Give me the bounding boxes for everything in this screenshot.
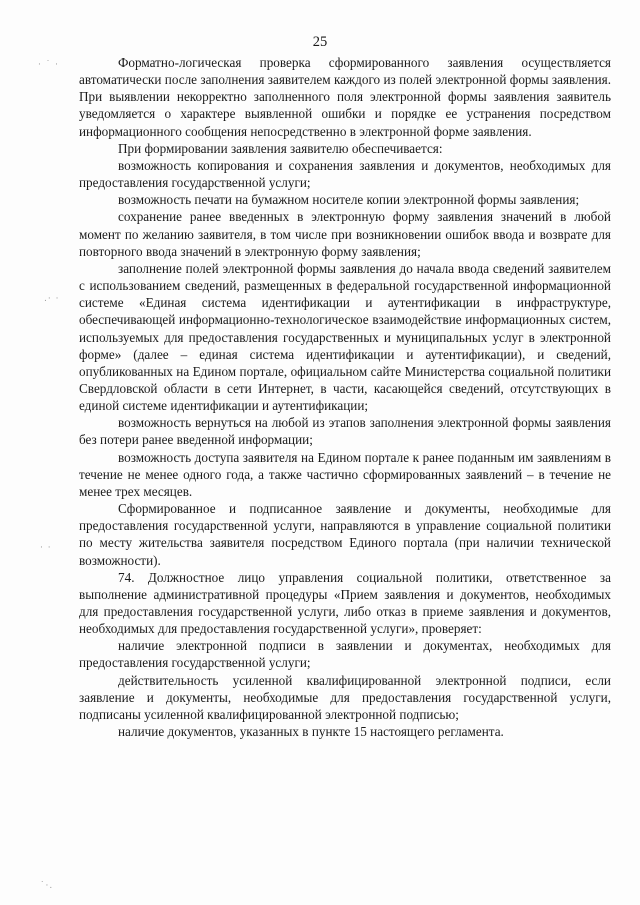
paragraph-check-signature: наличие электронной подписи в заявлении и документах, необходимых для предоставления государственной услуги;	[79, 638, 611, 671]
page-number: 25	[312, 34, 328, 50]
paragraph-check-signature-validity: действительность усиленной квалифицированной электронной подписи, если заявление и документы, необходимые для предоставления государственной услуги, подписаны усиленной квалифицированной электронной подписью;	[79, 672, 611, 722]
paragraph-return-to-step: возможность вернуться на любой из этапов заполнения электронной формы заявления без потери ранее введенной информации;	[79, 415, 611, 448]
paragraph-check-documents: наличие документов, указанных в пункте 15 настоящего регламента.	[118, 724, 504, 740]
paragraph-applicant-provisions-intro: При формировании заявления заявителю обеспечивается:	[118, 140, 443, 156]
paragraph-copy-save: возможность копирования и сохранения заявления и документов, необходимых для предоставления государственной услуги;	[79, 157, 611, 191]
paragraph-autofill-fields: заполнение полей электронной формы заявления до начала ввода сведений заявителем с использованием сведений, размещенных в федеральной государственной информационной системе «Единая система идентификации и аутентификации в инфраструктуре, обеспечивающей информационно-технологическое взаимодействие информационных систем, используемых для предоставления государственных и муниципальных услуг в электронной форме» (далее – единая система идентификации и аутентификации), и сведений, опубликованных на Едином портале, официальном сайте Министерства социальной политики Свердловской области в сети Интернет, в части, касающейся сведений, отсутствующих в единой системе идентификации и аутентификации;	[79, 260, 611, 414]
document-body	[79, 54, 611, 740]
paragraph-access-previous: возможность доступа заявителя на Едином портале к ранее поданным им заявлениям в течение не менее одного года, а также частично сформированных заявлений – в течение не менее трех месяцев.	[79, 449, 611, 499]
scan-artifact-mark: .· ·	[44, 294, 60, 304]
paragraph-submission: Сформированное и подписанное заявление и документы, необходимые для предоставления государственной услуги, направляются в управление социальной политики по месту жительства заявителя посредством Единого портала (при наличии технической возможности).	[79, 501, 611, 568]
paragraph-print: возможность печати на бумажном носителе копии электронной формы заявления;	[118, 192, 580, 208]
scan-artifact-mark: ˙·.	[40, 881, 54, 891]
scan-artifact-mark: · ·	[40, 543, 52, 553]
scan-artifact-mark: · ˙ ·	[38, 60, 59, 70]
paragraph-format-logical-check: Форматно-логическая проверка сформированного заявления осуществляется автоматически после заполнения заявителем каждого из полей электронной формы заявления. При выявлении некорректно заполненного поля электронной формы заявления заявитель уведомляется о характере выявленной ошибки и порядке ее устранения посредством информационного сообщения непосредственно в электронной форме заявления.	[79, 55, 611, 139]
paragraph-item-74: 74. Должностное лицо управления социальной политики, ответственное за выполнение административной процедуры «Прием заявления и документов, необходимых для предоставления государственной услуги, либо отказ в приеме заявления и документов, необходимых для предоставления государственной услуги», проверяет:	[79, 569, 611, 637]
paragraph-save-values: сохранение ранее введенных в электронную форму заявления значений в любой момент по желанию заявителя, в том числе при возникновении ошибок ввода и возврате для повторного ввода значений в электронную форму заявления;	[79, 209, 611, 259]
